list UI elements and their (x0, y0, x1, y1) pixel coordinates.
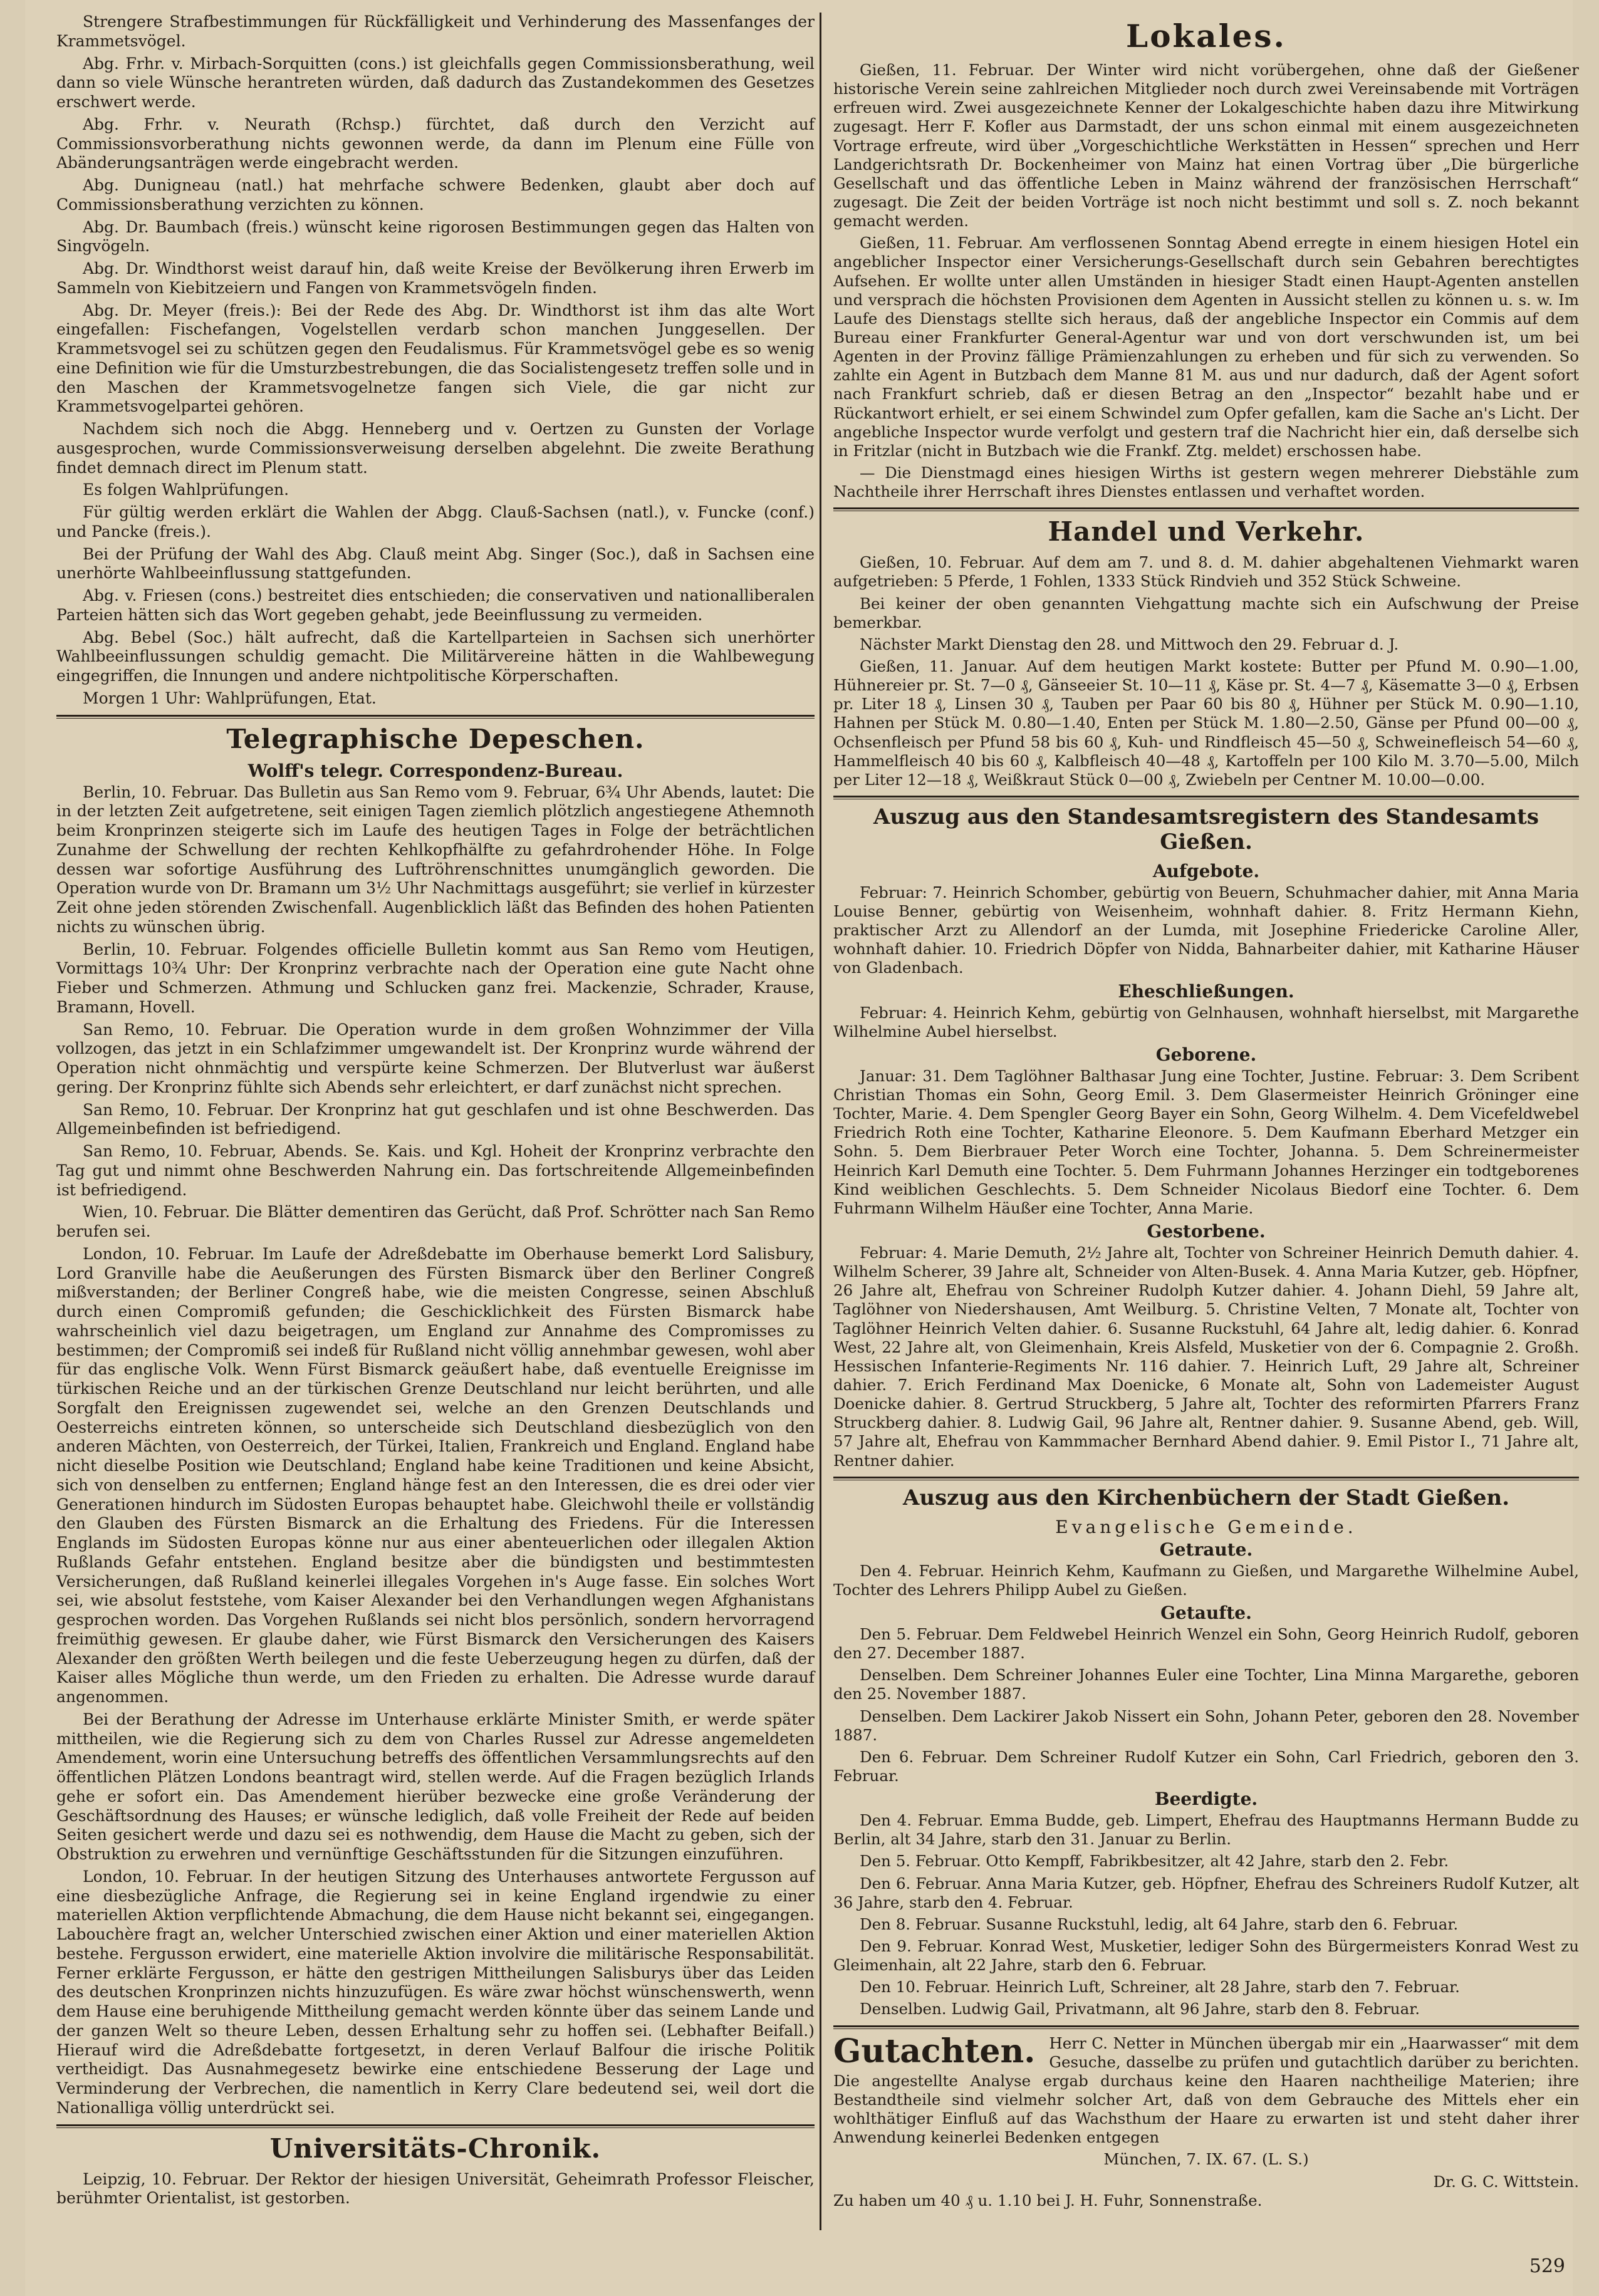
paragraph: Den 5. Februar. Otto Kempff, Fabrikbesitzer, alt 42 Jahre, starb den 2. Febr. (860, 1852, 1449, 1871)
section-rule (833, 1477, 1579, 1480)
paragraph: Abg. Frhr. v. Mirbach-Sorquitten (cons.) ist gleichfalls gegen Commissionsberathung, weil dann so viele Wünsche herantreten würden, daß dadurch das Zustandekommen des Gesetzes erschwert werde. (56, 54, 815, 111)
paragraph: Den 8. Februar. Susanne Ruckstuhl, ledig, alt 64 Jahre, starb den 6. Februar. (860, 1914, 1459, 1933)
paragraph: Februar: 4. Marie Demuth, 2½ Jahre alt, Tochter von Schreiner Heinrich Demuth dahier. 4. Wilhelm Scherer, 39 Jahre alt, Schneider von Alten-Busek. 4. Anna Maria Kutzer, geb. Höpfner, 26 Jahre alt, Ehefrau von Schreiner Rudolph Kutzer dahier. 4. Johann Diehl, 59 Jahre alt, Taglöhner von Niedershausen, Amt Weilburg. 5. Christine Velten, 7 Monate alt, Tochter von Taglöhner Heinrich Velten dahier. 6. Susanne Ruckstuhl, 64 Jahre alt, ledig dahier. 6. Konrad West, 22 Jahre alt, von Gleimenhain, Kreis Alsfeld, Musketier von der 6. Compagnie 2. Großh. Hessischen Infanterie-Regiments Nr. 116 dahier. 7. Heinrich Luft, 29 Jahre alt, Schreiner dahier. 7. Erich Ferdinand Max Doenicke, 6 Monate alt, Sohn von Lademeister August Doenicke dahier. 8. Gertrud Struckberg, 5 Jahre alt, Tochter des reformirten Pfarrers Franz Struckberg dahier. 8. Ludwig Gail, 96 Jahre alt, Rentner dahier. 9. Susanne Abend, geb. Will, 57 Jahre alt, Ehefrau von Kammmacher Bernhard Abend dahier. 9. Emil Pistor I., 71 Jahre alt, Rentner dahier. (833, 1244, 1579, 1470)
kirchenbuecher-heading: Auszug aus den Kirchenbüchern der Stadt Gießen. (902, 1485, 1510, 1510)
paragraph: Strengere Strafbestimmungen für Rückfälligkeit und Verhinderung des Massenfanges der Krammetsvögel. (56, 13, 815, 50)
paragraph: Abg. Frhr. v. Neurath (Rchsp.) fürchtet, daß durch den Verzicht auf Commissionsvorberathung nichts gewonnen werde, da dann im Plenum eine Fülle von Abänderungsanträgen werde eingebracht werden. (56, 115, 815, 172)
paragraph: Gießen, 10. Februar. Auf dem am 7. und 8. d. M. dahier abgehaltenen Viehmarkt waren aufgetrieben: 5 Pferde, 1 Fohlen, 1333 Stück Rindvieh und 352 Stück Schweine. (833, 553, 1579, 591)
paragraph: Abg. v. Friesen (cons.) bestreitet dies entschieden; die conservativen und nationalliberalen Parteien hätten sich das Wort gegeben gehabt, jede Beeinflussung zu vermeiden. (56, 586, 815, 624)
gutachten-sale-note: Zu haben um 40 ₰ u. 1.10 bei J. H. Fuhr, Sonnenstraße. (833, 2191, 1263, 2210)
paragraph: — Die Dienstmagd eines hiesigen Wirths ist gestern wegen mehrerer Diebstähle zum Nachtheile ihrer Herrschaft ihres Dienstes entlassen und verhaftet worden. (833, 463, 1579, 501)
paragraph: Februar: 4. Heinrich Kehm, gebürtig von Gelnhausen, wohnhaft hierselbst, mit Margarethe Wilhelmine Aubel hierselbst. (833, 1003, 1579, 1041)
aufgebote-list (833, 883, 1579, 978)
aufgebote-heading: Aufgebote. (1152, 860, 1260, 881)
section-rule (56, 2124, 815, 2128)
beerdigte-heading: Beerdigte. (1154, 1789, 1258, 1810)
paragraph: Es folgen Wahlprüfungen. (83, 480, 289, 499)
paragraph: Den 6. Februar. Anna Maria Kutzer, geb. Höpfner, Ehefrau des Schreiners Rudolf Kutzer, alt 36 Jahre, starb den 4. Februar. (833, 1874, 1579, 1911)
paragraph: Morgen 1 Uhr: Wahlprüfungen, Etat. (83, 688, 377, 707)
university-heading: Universitäts-Chronik. (269, 2132, 602, 2164)
paragraph: Den 4. Februar. Emma Budde, geb. Limpert, Ehefrau des Hauptmanns Hermann Budde zu Berlin, alt 34 Jahre, starb den 31. Januar zu Berlin. (833, 1811, 1579, 1849)
paragraph: San Remo, 10. Februar, Abends. Se. Kais. und Kgl. Hoheit der Kronprinz verbrachte den Tag gut und nimmt ohne Beschwerden Nahrung ein. Das fortschreitende Allgemeinbefinden ist befriedigend. (56, 1142, 815, 1199)
lokales-articles (833, 61, 1579, 501)
paragraph: Nachdem sich noch die Abgg. Henneberg und v. Oertzen zu Gunsten der Vorlage ausgesprochen, wurde Commissionsverweisung derselben abgelehnt. Die zweite Berathung findet demnach direct im Plenum statt. (56, 420, 815, 477)
paragraph: Gießen, 11. Januar. Auf dem heutigen Markt kostete: Butter per Pfund M. 0.90—1.00, Hühnereier pr. St. 7—0 ₰, Gänseeier St. 10—11 ₰, Käse pr. St. 4—7 ₰, Käsematte 3—0 ₰, Erbsen pr. Liter 18 ₰, Linsen 30 ₰, Tauben per Paar 60 bis 80 ₰, Hühner per Stück M. 0.90—1.10, Hahnen per Stück M. 0.80—1.40, Enten per Stück M. 1.80—2.50, Gänse per Pfund 00—00 ₰, Ochsenfleisch per Pfund 58 bis 60 ₰, Kuh- und Rindfleisch 45—50 ₰, Schweinefleisch 54—60 ₰, Hammelfleisch 40 bis 60 ₰, Kalbfleisch 40—48 ₰, Kartoffeln per 100 Kilo M. 3.70—5.00, Milch per Liter 12—18 ₰, Weißkraut Stück 0—00 ₰, Zwiebeln per Centner M. 10.00—0.00. (833, 657, 1579, 789)
paragraph: Gießen, 11. Februar. Am verflossenen Sonntag Abend erregte in einem hiesigen Hotel ein angeblicher Inspector einer Versicherungs-Gesellschaft durch sein Gebahren berechtigtes Aufsehen. Er wollte unter allen Umständen in hiesiger Stadt einen Haupt-Agenten anstellen und versprach die höchsten Provisionen dem Agenten in Aussicht stellen zu können u. s. w. Im Laufe des Dienstags stellte sich heraus, daß der angebliche Inspector ein Commis auf dem Bureau einer Frankfurter General-Agentur war und von dort verschwunden ist, um bei Agenten in der Provinz fällige Prämienzahlungen zu erheben und für sich zu verwenden. So zahlte ein Agent in Butzbach dem Manne 81 M. aus und nur dadurch, daß der Agent sofort nach Frankfurt schrieb, daß er diesen Betrag an den „Inspector“ bezahlt habe und er Rückantwort erhielt, er sei einem Schwindel zum Opfer gefallen, kam die Sache an's Licht. Der angebliche Inspector wurde verfolgt und gestern traf die Nachricht hier ein, daß derselbe sich in Fritzlar (nicht in Butzbach wie die Frankf. Ztg. meldet) erschossen habe. (833, 234, 1579, 460)
paragraph: Denselben. Dem Lackirer Jakob Nissert ein Sohn, Johann Peter, geboren den 28. November 1887. (833, 1706, 1579, 1744)
left-column (56, 13, 815, 2211)
geborene-list (833, 1067, 1579, 1218)
gutachten-signature: Dr. G. C. Wittstein. (1433, 2172, 1579, 2191)
paragraph: Bei der Berathung der Adresse im Unterhause erklärte Minister Smith, er werde später mittheilen, wie die Regierung sich zu dem von Charles Russel zur Adresse angemeldeten Amendement, worin eine Untersuchung betreffs des öffentlichen Versammlungsrechts auf den öffentlichen Plätzen Londons beantragt wird, stellen werde. Auf die Fragen bezüglich Irlands gehe er sofort ein. Das Amendement hierüber bezwecke eine große Veränderung der Geschäftsordnung des Hauses; er wünsche lediglich, daß volle Freiheit der Rede auf beiden Seiten gesichert werde und dazu sei es nothwendig, dem Hause die Macht zu geben, sich der Obstruktion zu erwehren und vernünftige Geschäftsstunden für die Sitzungen einzuführen. (56, 1710, 815, 1863)
paragraph: Berlin, 10. Februar. Das Bulletin aus San Remo vom 9. Februar, 6¾ Uhr Abends, lautet: Die in der letzten Zeit aufgetretene, seit einigen Tagen ziemlich plötzlich angestiegene Athemnoth beim Kronprinzen steigerte sich im Laufe des heutigen Tages in Folge der beträchtlichen Zunahme der Schwellung der rechten Kehlkopfhälfte zu gefahrdrohender Höhe. In Folge dessen war sofortige Ausführung des Luftröhrenschnittes unumgänglich geworden. Die Operation wurde von Dr. Bramann um 3½ Uhr Nachmittags ausgeführt; sie verlief in kürzester Zeit ohne jeden störenden Zwischenfall. Augenblicklich läßt das Befinden des hohen Patienten nichts zu wünschen übrig. (56, 782, 815, 936)
section-rule (833, 507, 1579, 511)
paragraph: Gießen, 11. Februar. Der Winter wird nicht vorübergehen, ohne daß der Gießener historische Verein seine zahlreichen Mitglieder noch durch zwei Vereinsabende mit Vorträgen erfreuen wird. Zwei ausgezeichnete Kenner der Lokalgeschichte haben dazu ihre Mitwirkung zugesagt. Herr F. Kofler aus Darmstadt, der uns schon einmal mit einem ausgezeichneten Vortrage erfreute, wird über „Vorgeschichtliche Werkstätten in Hessen“ sprechen und Herr Landgerichtsrath Dr. Bockenheimer von Mainz hat einen Vortrag über „Die bürgerliche Gesellschaft und das öffentliche Leben in Mainz während der französischen Herrschaft“ zugesagt. Die Zeit der beiden Vorträge ist noch nicht bestimmt und soll s. Z. noch bekannt gemacht werden. (833, 61, 1579, 231)
paragraph: Abg. Dr. Windthorst weist darauf hin, daß weite Kreise der Bevölkerung ihren Erwerb im Sammeln von Kiebitzeiern und Fangen von Krammetsvögeln finden. (56, 259, 815, 297)
getraute-list (833, 1562, 1579, 1599)
handel-heading: Handel und Verkehr. (1048, 516, 1365, 548)
paragraph: Abg. Dr. Baumbach (freis.) wünscht keine rigorosen Bestimmungen gegen das Halten von Singvögeln. (56, 217, 815, 256)
gestorbene-list (833, 1244, 1579, 1470)
section-rule (56, 715, 815, 719)
beerdigte-list (833, 1811, 1579, 2018)
university-articles (56, 2170, 815, 2209)
telegraph-subheading: Wolff's telegr. Correspondenz-Bureau. (247, 760, 623, 781)
standesamt-heading: Auszug aus den Standesamtsregistern des Standesamts Gießen. (873, 804, 1539, 855)
getraute-heading: Getraute. (1159, 1539, 1253, 1560)
paragraph: Den 4. Februar. Heinrich Kehm, Kaufmann zu Gießen, und Margarethe Wilhelmine Aubel, Tochter des Lehrers Philipp Aubel zu Gießen. (833, 1561, 1579, 1599)
paragraph: Abg. Bebel (Soc.) hält aufrecht, daß die Kartellparteien in Sachsen sich unerhörter Wahlbeeinflussungen schuldig gemacht. Die Militärvereine hätten in die Wahlbewegung eingegriffen, die Innungen und andere nichtpolitische Körperschaften. (56, 628, 815, 685)
paragraph: Denselben. Dem Schreiner Johannes Euler eine Tochter, Lina Minna Margarethe, geboren den 25. November 1887. (833, 1666, 1579, 1703)
paragraph: Für gültig werden erklärt die Wahlen der Abgg. Clauß-Sachsen (natl.), v. Funcke (conf.) und Pancke (freis.). (56, 503, 815, 541)
paragraph: Bei keiner der oben genannten Viehgattung machte sich ein Aufschwung der Preise bemerkbar. (833, 594, 1579, 631)
eheschliessungen-heading: Eheschließungen. (1118, 980, 1294, 1002)
lokales-heading: Lokales. (1126, 18, 1286, 55)
paragraph: San Remo, 10. Februar. Die Operation wurde in dem großen Wohnzimmer der Villa vollzogen, das jetzt in ein Schlafzimmer umgewandelt ist. Der Kronprinz wurde während der Operation nicht ohnmächtig und verspürte keine Schmerzen. Der Blutverlust war äußerst gering. Der Kronprinz fühlte sich Abends sehr erleichtert, er darf zunächst nicht sprechen. (56, 1020, 815, 1096)
paragraph: Den 6. Februar. Dem Schreiner Rudolf Kutzer ein Sohn, Carl Friedrich, geboren den 3. Februar. (833, 1747, 1579, 1785)
gutachten-advertisement (833, 2034, 1579, 2210)
column-divider (820, 13, 821, 2230)
gutachten-text: Herr C. Netter in München übergab mir ein „Haarwasser“ mit dem Gesuche, dasselbe zu prüfen und gutachtlich darüber zu berichten. Die angestellte Analyse ergab durchaus keine den Haaren nachtheilige Materien; ihre Bestandtheile sind vielmehr solcher Art, daß von dem Gebrauche des Mittels eher ein wohlthätiger Einfluß auf das Wachsthum der Haare zu erwarten ist und steht daher ihrer Anwendung keinerlei Bedenken entgegen (833, 2034, 1579, 2147)
evangelische-gemeinde-heading: Evangelische Gemeinde. (1055, 1516, 1357, 1537)
getaufte-list (833, 1625, 1579, 1785)
paragraph: Abg. Dr. Meyer (freis.): Bei der Rede des Abg. Dr. Windthorst ist ihm das alte Wort eingefallen: Fischefangen, Vogelstellen verdarb schon manchen Junggesellen. Der Krammetsvogel sei zu schützen gegen den Feudalismus. Für Krammetsvögel gebe es so wenig eine Definition wie für die Umsturzbestrebungen, die das Socialistengesetz treffen solle und in den Maschen der Krammetsvogelnetze fangen sich Viele, die gar nicht zur Krammetsvogelpartei gehören. (56, 301, 815, 416)
newspaper-page (25, 0, 1579, 2296)
paragraph: Februar: 7. Heinrich Schomber, gebürtig von Beuern, Schuhmacher dahier, mit Anna Maria Louise Benner, gebürtig von Weisenheim, wohnhaft dahier. 8. Fritz Hermann Kiehn, praktischer Arzt zu Allendorf an der Lumda, mit Josephine Friedericke Caroline Aller, wohnhaft dahier. 10. Friedrich Döpfer von Nidda, Bahnarbeiter dahier, mit Katharine Häuser von Gladenbach. (833, 883, 1579, 977)
gestorbene-heading: Gestorbene. (1147, 1221, 1266, 1242)
eheschliessungen-list (833, 1004, 1579, 1041)
paragraph: Den 10. Februar. Heinrich Luft, Schreiner, alt 28 Jahre, starb den 7. Februar. (860, 1978, 1460, 1997)
parliament-report (56, 13, 815, 709)
section-rule (833, 2025, 1579, 2029)
paragraph: Den 5. Februar. Dem Feldwebel Heinrich Wenzel ein Sohn, Georg Heinrich Rudolf, geboren den 27. December 1887. (833, 1625, 1579, 1663)
section-rule (833, 796, 1579, 799)
paragraph: San Remo, 10. Februar. Der Kronprinz hat gut geschlafen und ist ohne Beschwerden. Das Allgemeinbefinden ist befriedigend. (56, 1100, 815, 1138)
geborene-heading: Geborene. (1155, 1044, 1257, 1065)
paragraph: Abg. Dunigneau (natl.) hat mehrfache schwere Bedenken, glaubt aber doch auf Commissionsberathung verzichten zu können. (56, 176, 815, 214)
telegraph-heading: Telegraphische Depeschen. (226, 723, 645, 754)
telegraph-articles (56, 783, 815, 2118)
paragraph: London, 10. Februar. Im Laufe der Adreßdebatte im Oberhause bemerkt Lord Salisbury, Lord Granville habe die Aeußerungen des Fürsten Bismarck über den Berliner Congreß mißverstanden; der Berliner Congreß habe, wie die meisten Congresse, seinen Abschluß durch einen Compromiß gefunden; die Geschicklichkeit des Fürsten Bismarck habe wahrscheinlich viel dazu beigetragen, um England zur Annahme des Compromisses zu bestimmen; der Compromiß sei indeß für Rußland nicht völlig annehmbar gewesen, wohl aber für das englische Volk. Wenn Fürst Bismarck geäußert habe, daß eventuelle Ereignisse im türkischen Reiche und an der türkischen Grenze Deutschland nur leicht berührten, und alle Sorgfalt den Ereignissen zugewendet sei, welche an den Grenzen Deutschlands und Oesterreichs eintreten können, so unterscheide sich Deutschland diesbezüglich von den anderen Mächten, von Oesterreich, der Türkei, Italien, Frankreich und England. England habe nicht dieselbe Position wie Deutschland; England habe keine Traditionen und keine Absicht, sich von denselben zu entfernen; England hänge fest an den Interessen, die es drei oder vier Generationen hindurch im Südosten Europas behauptet habe. Gleichwohl theile er vollständig den Glauben des Fürsten Bismarck an die Erhaltung des Friedens. Für die Interessen Englands im Südosten Europas könne nur aus einer abenteuerlichen oder illegalen Aktion Rußlands Gefahr entstehen. England besitze aber die bündigsten und bestimmtesten Versicherungen, daß Rußland keinerlei illegales Vorgehen in's Auge fasse. Ein solches Wort sei, wie absolut feststehe, vom Kaiser Alexander bei den Verhandlungen wegen Afghanistans gesprochen worden. Das Vorgehen Rußlands sei nicht blos persönlich, sondern hervorragend freimüthig gewesen. Er glaube daher, wie Fürst Bismarck den Versicherungen des Kaisers Alexander den größten Werth beilegen und die feste Ueberzeugung hegen zu dürfen, daß der Kaiser alles Mögliche thun werde, um den Frieden zu erhalten. Die Adresse wurde darauf angenommen. (56, 1244, 815, 1706)
gutachten-heading: Gutachten. (833, 2032, 1036, 2070)
paragraph: Leipzig, 10. Februar. Der Rektor der hiesigen Universität, Geheimrath Professor Fleischer, berühmter Orientalist, ist gestorben. (56, 2169, 815, 2208)
paragraph: Bei der Prüfung der Wahl des Abg. Clauß meint Abg. Singer (Soc.), daß in Sachsen eine unerhörte Wahlbeeinflussung stattgefunden. (56, 544, 815, 583)
gutachten-place-date: München, 7. IX. 67. (L. S.) (1103, 2150, 1309, 2169)
getaufte-heading: Getaufte. (1160, 1603, 1252, 1623)
paragraph: Januar: 31. Dem Taglöhner Balthasar Jung eine Tochter, Justine. Februar: 3. Dem Scribent Christian Thomas ein Sohn, Georg Emil. 3. Dem Glasermeister Heinrich Gröninger eine Tochter, Marie. 4. Dem Spengler Georg Bayer ein Sohn, Georg Wilhelm. 4. Dem Vicefeldwebel Friedrich Roth eine Tochter, Katharine Eleonore. 5. Dem Kaufmann Eberhard Metzger ein Sohn. 5. Dem Bierbrauer Peter Worch eine Tochter, Johanna. 5. Dem Schreinermeister Heinrich Karl Demuth eine Tochter. 5. Dem Fuhrmann Johannes Herzinger ein todtgeborenes Kind weiblichen Geschlechts. 5. Dem Schneider Nicolaus Biedorf eine Tochter. 6. Dem Fuhrmann Wilhelm Häußer eine Tochter, Anna Marie. (833, 1066, 1579, 1217)
paragraph: Den 9. Februar. Konrad West, Musketier, lediger Sohn des Bürgermeisters Konrad West zu Gleimenhain, alt 22 Jahre, starb den 6. Februar. (833, 1936, 1579, 1975)
paragraph: London, 10. Februar. In der heutigen Sitzung des Unterhauses antwortete Fergusson auf eine diesbezügliche Anfrage, die Regierung sei in keine England irgendwie zu einer materiellen Aktion verpflichtende Abmachung, die dem Hause nicht bekannt sei, eingegangen. Labouchère fragt an, welcher Unterschied zwischen einer Aktion und einer materiellen Aktion bestehe. Fergusson erwidert, eine materielle Aktion involvire die militärische Responsabilität. Ferner erklärte Fergusson, er hätte den gestrigen Mittheilungen Salisburys über das Leiden des deutschen Kronprinzen nichts hinzuzufügen. Es wäre zwar höchst wünschenswerth, wenn dem Hause eine beruhigende Mittheilung gemacht werden könnte über das seinem Lande und der ganzen Welt so theure Leben, dessen Erhaltung sehr zu hoffen sei. (Lebhafter Beifall.) Hierauf wird die Adreßdebatte fortgesetzt, in deren Verlauf Balfour die irische Politik vertheidigt. Das Ausnahmegesetz bewirke eine entschiedene Besserung der Lage und Verminderung der Verbrechen, die namentlich in Kerry Clare bedeutend sei, weil dort die Nationalliga völlig unterdrückt sei. (56, 1867, 815, 2117)
paragraph: Denselben. Ludwig Gail, Privatmann, alt 96 Jahre, starb den 8. Februar. (860, 2000, 1420, 2018)
paragraph: Berlin, 10. Februar. Folgendes officielle Bulletin kommt aus San Remo vom Heutigen, Vormittags 10¾ Uhr: Der Kronprinz verbrachte nach der Operation eine gute Nacht ohne Fieber und Schmerzen. Athmung und Schlucken ganz frei. Mackenzie, Schrader, Krause, Bramann, Hovell. (56, 940, 815, 1016)
right-column (833, 13, 1579, 2213)
paragraph: Wien, 10. Februar. Die Blätter dementiren das Gerücht, daß Prof. Schrötter nach San Remo berufen sei. (56, 1203, 815, 1240)
page-number: 529 (1529, 2255, 1565, 2277)
handel-articles (833, 553, 1579, 789)
paragraph: Nächster Markt Dienstag den 28. und Mittwoch den 29. Februar d. J. (860, 635, 1399, 653)
